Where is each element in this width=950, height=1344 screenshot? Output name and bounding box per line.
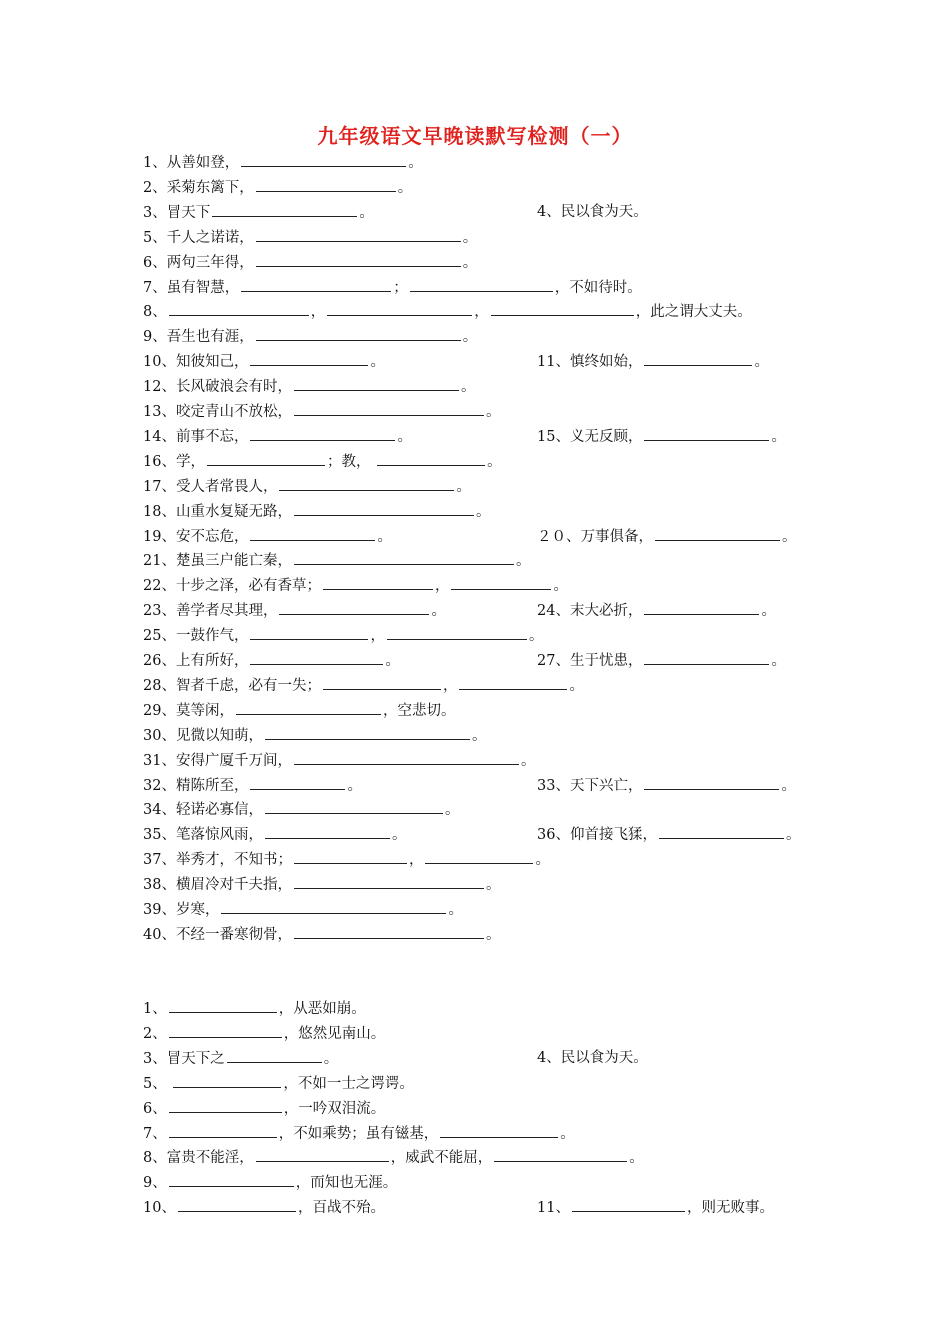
answer-blank[interactable] <box>250 648 383 665</box>
answer-blank[interactable] <box>236 698 381 715</box>
question-text: 。 <box>397 428 412 445</box>
section1-item <box>143 275 642 299</box>
question-text: 14、前事不忘， <box>143 428 249 445</box>
section2-item-right <box>537 1046 648 1070</box>
answer-blank[interactable] <box>644 349 752 366</box>
section1-item <box>143 499 490 523</box>
question-text: 。 <box>485 926 501 943</box>
question-text: 18、山重水复疑无路， <box>143 503 292 520</box>
answer-blank[interactable] <box>169 1121 277 1138</box>
section1-item-right <box>537 349 769 373</box>
question-text: 2、 <box>143 1025 167 1042</box>
answer-blank[interactable] <box>494 1145 627 1162</box>
question-text: ； <box>393 279 408 296</box>
answer-blank[interactable] <box>256 324 461 341</box>
answer-blank[interactable] <box>212 200 357 217</box>
answer-blank[interactable] <box>265 797 443 814</box>
question-text: ，不如待时。 <box>554 279 642 296</box>
question-text: 16、学， <box>143 453 205 470</box>
question-text: ，一吟双泪流。 <box>283 1100 386 1117</box>
question-text: ，此之谓大丈夫。 <box>635 304 752 321</box>
section1-item <box>143 399 500 423</box>
section2-item <box>143 1021 385 1045</box>
section1-item-right <box>537 200 648 224</box>
question-text: 。 <box>462 254 478 271</box>
question-text: 15、义无反顾， <box>537 428 643 445</box>
section1-item <box>143 299 752 323</box>
question-text: 27、生于忧患， <box>537 653 643 669</box>
question-text: ， <box>442 677 458 694</box>
question-text: ，不如一士之谔谔。 <box>283 1075 414 1092</box>
question-text: 22、十步之泽，必有香草； <box>143 578 321 595</box>
question-text: 3、冒天下之 <box>143 1050 225 1067</box>
section1-item <box>143 673 584 697</box>
answer-blank[interactable] <box>294 872 484 889</box>
question-text: 。 <box>370 354 385 371</box>
question-text: 28、智者千虑，必有一失； <box>143 677 321 694</box>
question-text: 。 <box>754 354 769 371</box>
question-text: ，威武不能屈， <box>390 1150 493 1167</box>
question-text: ；教， <box>326 453 376 470</box>
question-text: 。 <box>347 777 362 794</box>
section1-item <box>143 548 530 572</box>
question-text: 13、咬定青山不放松， <box>143 404 292 420</box>
section1-item-right <box>537 773 796 797</box>
answer-blank[interactable] <box>178 1195 296 1212</box>
answer-blank[interactable] <box>294 499 474 516</box>
question-text: 。 <box>485 404 501 420</box>
question-text: 1、 <box>143 1001 167 1017</box>
answer-blank[interactable] <box>410 275 553 292</box>
section1-item <box>143 797 459 821</box>
answer-blank[interactable] <box>227 1046 322 1063</box>
answer-blank[interactable] <box>655 524 780 541</box>
question-text: ， <box>370 628 385 645</box>
question-text: 2、采菊东篱下， <box>143 179 254 196</box>
answer-blank[interactable] <box>256 175 396 192</box>
answer-blank[interactable] <box>327 299 472 316</box>
page-title: 九年级语文早晚读默写检测（一） <box>317 124 633 148</box>
answer-blank[interactable] <box>256 250 461 267</box>
answer-blank[interactable] <box>377 449 485 466</box>
question-text: 21、楚虽三户能亡秦， <box>143 553 292 570</box>
section1-item <box>143 524 392 548</box>
question-text: 。 <box>462 229 478 246</box>
answer-blank[interactable] <box>265 822 390 839</box>
question-text: 5、 <box>143 1075 172 1092</box>
answer-blank[interactable] <box>644 598 759 615</box>
section2-item <box>143 1195 385 1219</box>
question-text: 30、见微以知萌， <box>143 727 263 744</box>
question-text: 26、上有所好， <box>143 653 249 669</box>
question-text: ， <box>474 304 489 321</box>
section1-item-right <box>537 822 800 846</box>
answer-blank[interactable] <box>241 150 406 167</box>
question-text: 。 <box>782 528 797 545</box>
answer-blank[interactable] <box>169 299 309 316</box>
question-text: ，不如乘势；虽有镃基， <box>278 1125 439 1142</box>
question-text: 6、两句三年得， <box>143 254 254 271</box>
question-text: 40、不经一番寒彻骨， <box>143 926 292 943</box>
section1-item-right <box>537 598 776 622</box>
question-text: 10、知彼知己， <box>143 354 249 371</box>
answer-blank[interactable] <box>294 748 519 765</box>
answer-blank[interactable] <box>644 648 769 665</box>
question-text: 。 <box>323 1050 339 1067</box>
question-text: 。 <box>456 478 471 495</box>
question-text: ２０、万事俱备， <box>537 528 653 545</box>
question-text: 37、举秀才，不知书； <box>143 852 292 869</box>
section1-item <box>143 872 500 896</box>
section1-item <box>143 449 502 473</box>
section1-item <box>143 648 400 672</box>
question-text: ， <box>310 304 326 321</box>
section1-item <box>143 349 385 373</box>
question-text: 。 <box>553 578 568 595</box>
question-text: ，则无败事。 <box>686 1200 774 1217</box>
answer-blank[interactable] <box>294 374 459 391</box>
answer-blank[interactable] <box>387 623 527 640</box>
answer-blank[interactable] <box>250 623 368 640</box>
answer-blank[interactable] <box>169 996 277 1013</box>
answer-blank[interactable] <box>221 897 446 914</box>
section1-item <box>143 748 535 772</box>
answer-blank[interactable] <box>294 399 484 416</box>
answer-blank[interactable] <box>294 847 407 864</box>
question-text: 1、从善如登， <box>143 155 240 171</box>
question-text: 。 <box>485 877 501 894</box>
question-text: ，空悲切。 <box>382 702 456 719</box>
question-text: 31、安得广厦千万间， <box>143 752 292 769</box>
question-text: 32、精陈所至， <box>143 777 249 794</box>
answer-blank[interactable] <box>323 573 433 590</box>
section1-item-right <box>537 524 797 548</box>
question-text: 35、笔落惊风雨， <box>143 827 263 844</box>
section1-item <box>143 374 475 398</box>
section2-item <box>143 1145 644 1169</box>
answer-blank[interactable] <box>279 474 454 491</box>
answer-blank[interactable] <box>250 524 375 541</box>
answer-blank[interactable] <box>169 1170 294 1187</box>
answer-blank[interactable] <box>169 1021 282 1038</box>
question-text: 4、民以食为天。 <box>537 1049 648 1066</box>
question-text: 。 <box>528 628 544 645</box>
question-text: 。 <box>408 155 423 171</box>
section1-item <box>143 200 374 224</box>
section1-item <box>143 150 423 174</box>
section1-item <box>143 773 362 797</box>
question-text: 8、 <box>143 304 167 321</box>
question-text: 。 <box>487 453 502 470</box>
question-text: 39、岁寒， <box>143 902 220 918</box>
question-text: 9、吾生也有涯， <box>143 329 254 346</box>
answer-blank[interactable] <box>279 598 429 615</box>
question-text: 。 <box>359 204 374 221</box>
section1-item <box>143 698 455 722</box>
question-text: 6、 <box>143 1100 167 1117</box>
question-text: 34、轻诺必寡信， <box>143 802 263 819</box>
question-text: 7、虽有智慧， <box>143 279 240 296</box>
answer-blank[interactable] <box>451 573 551 590</box>
section1-item-right <box>537 648 786 672</box>
answer-blank[interactable] <box>294 922 484 939</box>
section2-item <box>143 1046 338 1070</box>
answer-blank[interactable] <box>644 773 779 790</box>
question-text: 。 <box>391 827 407 844</box>
question-text: 19、安不忘危， <box>143 528 249 545</box>
section1-item-right <box>537 424 786 448</box>
answer-blank[interactable] <box>265 723 470 740</box>
answer-blank[interactable] <box>644 424 769 441</box>
question-text: 25、一鼓作气， <box>143 628 249 645</box>
section1-item <box>143 723 486 747</box>
question-text: 。 <box>397 179 413 196</box>
question-text: 。 <box>785 827 801 844</box>
question-text: 。 <box>560 1125 575 1142</box>
section1-item <box>143 847 550 871</box>
answer-blank[interactable] <box>250 424 395 441</box>
answer-blank[interactable] <box>256 1145 389 1162</box>
answer-blank[interactable] <box>250 349 368 366</box>
question-text: 7、 <box>143 1125 167 1142</box>
answer-blank[interactable] <box>659 822 784 839</box>
section1-item <box>143 897 463 921</box>
answer-blank[interactable] <box>250 773 345 790</box>
question-text: 。 <box>629 1150 644 1167</box>
answer-blank[interactable] <box>440 1121 558 1138</box>
answer-blank[interactable] <box>256 225 461 242</box>
section1-item <box>143 225 477 249</box>
question-text: 。 <box>761 603 776 620</box>
question-text: 36、仰首接飞猱， <box>537 827 657 844</box>
section2-item <box>143 1071 414 1095</box>
question-text: 。 <box>569 677 584 694</box>
section1-item <box>143 424 412 448</box>
section1-item <box>143 922 500 946</box>
answer-blank[interactable] <box>294 548 514 565</box>
question-text: 12、长风破浪会有时， <box>143 379 292 396</box>
section2-item-right <box>537 1195 774 1219</box>
question-text: 9、 <box>143 1175 167 1192</box>
question-text: 38、横眉冷对千夫指， <box>143 877 292 894</box>
question-text: 8、富贵不能淫， <box>143 1150 254 1167</box>
question-text: 。 <box>462 329 478 346</box>
question-text: 24、末大必折， <box>537 603 643 620</box>
question-text: 。 <box>771 428 786 445</box>
question-text: 。 <box>444 802 460 819</box>
question-text: 。 <box>431 603 446 620</box>
section1-item <box>143 573 568 597</box>
question-text: 17、受人者常畏人， <box>143 478 278 495</box>
section1-item <box>143 175 412 199</box>
section1-item <box>143 474 471 498</box>
answer-blank[interactable] <box>169 1096 282 1113</box>
question-text: ，而知也无涯。 <box>295 1175 398 1192</box>
question-text: 。 <box>460 379 476 396</box>
answer-blank[interactable] <box>207 449 325 466</box>
answer-blank[interactable] <box>572 1195 685 1212</box>
question-text: 。 <box>385 653 400 669</box>
question-text: ，从恶如崩。 <box>278 1001 366 1017</box>
question-text: 。 <box>781 777 796 794</box>
question-text: 23、善学者尽其理， <box>143 603 278 620</box>
question-text: 11、慎终如始， <box>537 354 643 371</box>
section1-item <box>143 324 477 348</box>
question-text: 33、天下兴亡， <box>537 777 643 794</box>
question-text: 。 <box>515 553 531 570</box>
section2-item <box>143 1170 397 1194</box>
question-text: 11、 <box>537 1200 570 1217</box>
question-text: 3、冒天下 <box>143 204 211 221</box>
answer-blank[interactable] <box>491 299 634 316</box>
answer-blank[interactable] <box>173 1071 281 1088</box>
question-text: 5、千人之诺诺， <box>143 229 254 246</box>
question-text: 。 <box>377 528 392 545</box>
question-text: 。 <box>475 503 491 520</box>
question-text: ， <box>434 578 450 595</box>
question-text: 。 <box>535 852 550 869</box>
section1-item <box>143 623 543 647</box>
question-text: 4、民以食为天。 <box>537 203 648 220</box>
answer-blank[interactable] <box>425 847 533 864</box>
section1-item <box>143 598 446 622</box>
question-text: 。 <box>520 752 536 769</box>
question-text: 。 <box>471 727 487 744</box>
section2-item <box>143 996 366 1020</box>
question-text: 29、莫等闲， <box>143 702 234 719</box>
question-text: 。 <box>448 902 463 918</box>
question-text: 。 <box>771 653 786 669</box>
question-text: 10、 <box>143 1200 176 1217</box>
section1-item <box>143 250 477 274</box>
section1-item <box>143 822 406 846</box>
answer-blank[interactable] <box>323 673 441 690</box>
question-text: ，百战不殆。 <box>297 1200 385 1217</box>
answer-blank[interactable] <box>241 275 391 292</box>
answer-blank[interactable] <box>459 673 567 690</box>
section2-item <box>143 1121 575 1145</box>
question-text: ， <box>408 852 424 869</box>
section2-item <box>143 1096 385 1120</box>
question-text: ，悠然见南山。 <box>283 1025 386 1042</box>
